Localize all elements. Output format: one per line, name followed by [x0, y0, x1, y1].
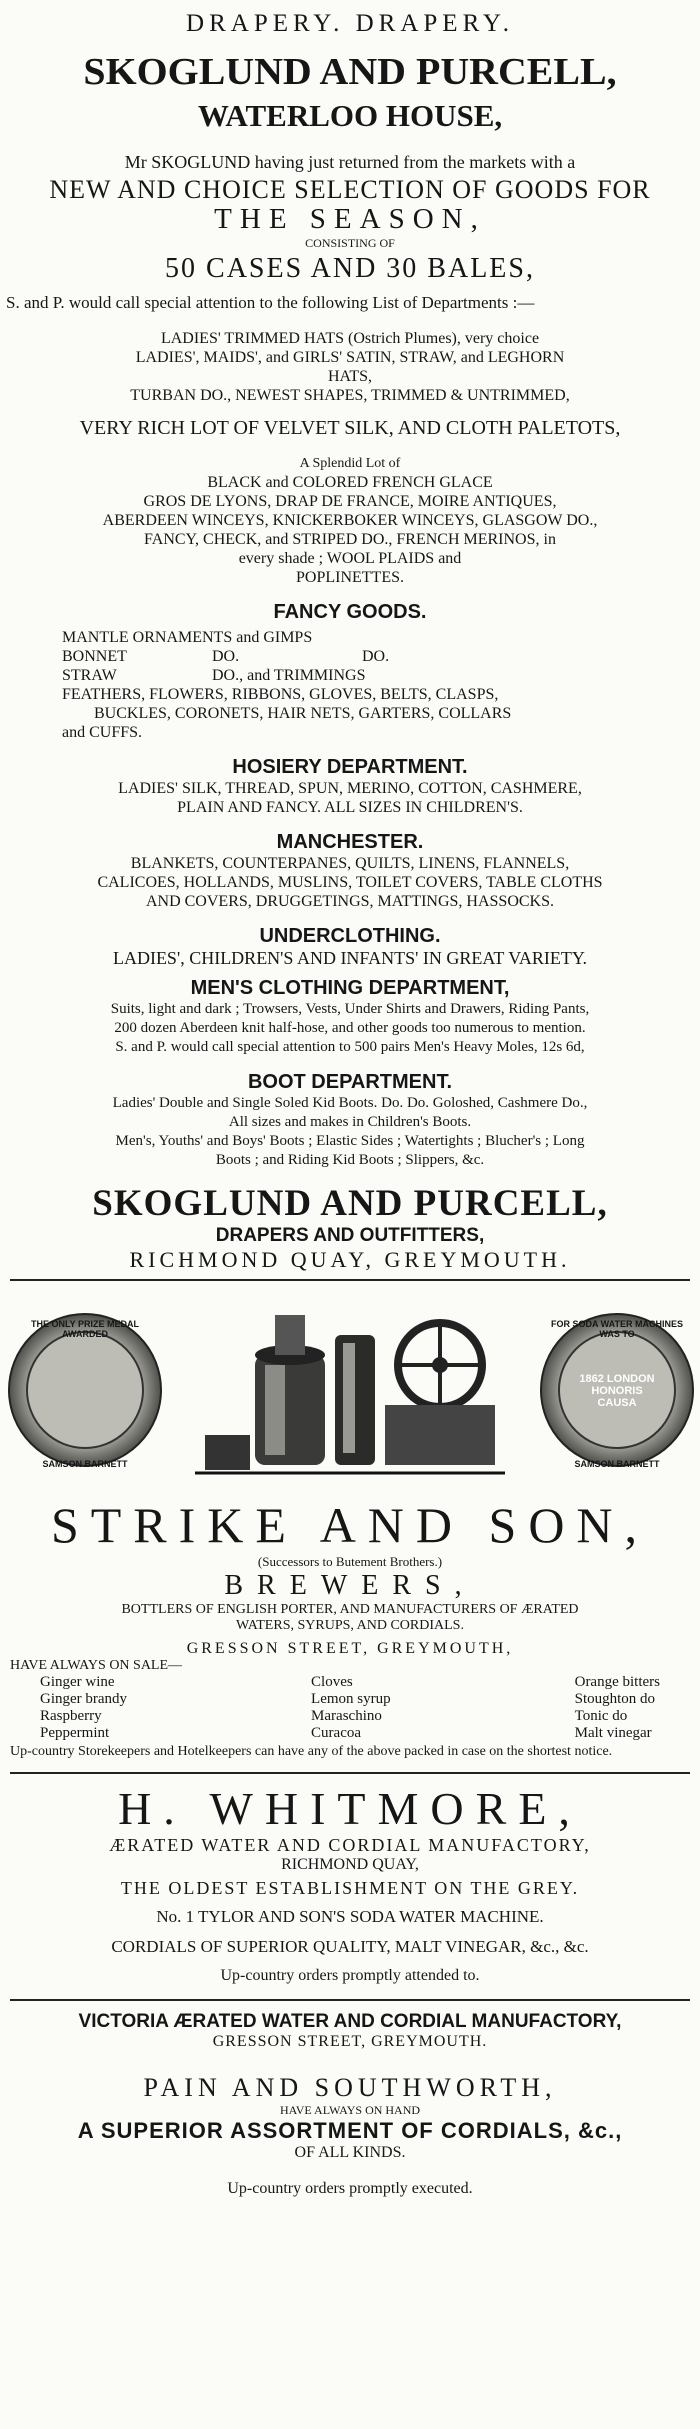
prize-medal-left-icon: THE ONLY PRIZE MEDAL AWARDED SAMSON BARNETT [8, 1313, 162, 1467]
hats-section [0, 329, 700, 405]
footer-firm-trade: DRAPERS AND OUTFITTERS, [215, 1225, 485, 1246]
new-selection: NEW AND CHOICE SELECTION OF GOODS FOR [49, 175, 651, 204]
strike-illustration [0, 1287, 700, 1492]
ad-heading: DRAPERY. DRAPERY. [186, 10, 514, 37]
fancy-line: and CUFFS. [62, 724, 143, 741]
hosiery-section: LADIES' SILK, THREAD, SPUN, MERINO, COTTON, CASHMERE, PLAIN AND FANCY. ALL SIZES IN CHILDREN'S. [118, 780, 582, 816]
manchester-heading: MANCHESTER. [276, 831, 424, 853]
victoria-name: PAIN AND SOUTHWORTH, [143, 2073, 557, 2102]
whitmore-line: CORDIALS OF SUPERIOR QUALITY, MALT VINEGAR, &c., &c. [111, 1937, 589, 1956]
fancy-row: BONNET DO. DO. [62, 648, 390, 665]
whitmore-name: H. WHITMORE, [118, 1783, 582, 1834]
victoria-have: HAVE ALWAYS ON HAND [279, 2103, 421, 2117]
strike-bottlers: BOTTLERS OF ENGLISH PORTER, AND MANUFACTURERS OF ÆRATED [121, 1602, 579, 1617]
glace-section [0, 454, 700, 587]
victoria-orders: Up-country orders promptly executed. [227, 2180, 473, 2197]
fancy-line: FEATHERS, FLOWERS, RIBBONS, GLOVES, BELTS, CLASPS, [62, 686, 499, 703]
strike-have: HAVE ALWAYS ON SALE— [10, 1658, 183, 1673]
product-column: Cloves Lemon syrup Maraschino Curacoa [311, 1674, 391, 1741]
boot-heading: BOOT DEPARTMENT. [247, 1071, 453, 1093]
fancy-row: STRAW DO., and TRIMMINGS [62, 667, 366, 684]
hats-line: HATS, [327, 368, 372, 385]
glace-line: ABERDEEN WINCEYS, KNICKERBOKER WINCEYS, GLASGOW DO., [102, 512, 598, 529]
product-column: Ginger wine Ginger brandy Raspberry Peppermint [40, 1674, 128, 1741]
underclothing-heading: UNDERCLOTHING. [259, 925, 441, 947]
strike-address: GRESSON STREET, GREYMOUTH, [186, 1640, 514, 1657]
victoria-kinds: OF ALL KINDS. [294, 2144, 406, 2161]
whitmore-line: No. 1 TYLOR AND SON'S SODA WATER MACHINE. [156, 1907, 544, 1926]
fancy-goods-heading: FANCY GOODS. [273, 601, 427, 623]
cases-and-bales: 50 CASES AND 30 BALES, [165, 253, 535, 284]
glace-line: FANCY, CHECK, and STRIPED DO., FRENCH MERINOS, in [144, 531, 556, 548]
hats-line: LADIES', MAIDS', and GIRLS' SATIN, STRAW, and LEGHORN [135, 349, 565, 366]
consisting-of: CONSISTING OF [305, 236, 395, 250]
mens-heading: MEN'S CLOTHING DEPARTMENT, [190, 977, 510, 999]
manchester-section: BLANKETS, COUNTERPANES, QUILTS, LINENS, FLANNELS, CALICOES, HOLLANDS, MUSLINS, TOILET COVERS, TABLE CLOTHS AND COVERS, DRUGGETINGS, MATTINGS, HASSOCKS. [97, 855, 603, 910]
whitmore-line: THE OLDEST ESTABLISHMENT ON THE GREY. [120, 1878, 580, 1898]
strike-note: Up-country Storekeepers and Hotelkeepers can have any of the above packed in case on the shortest notice. [10, 1744, 613, 1759]
hats-line: LADIES' TRIMMED HATS (Ostrich Plumes), very choice [160, 330, 540, 347]
whitmore-line: RICHMOND QUAY, [281, 1856, 419, 1873]
hosiery-heading: HOSIERY DEPARTMENT. [232, 756, 468, 778]
divider [10, 1279, 690, 1281]
glace-line: POPLINETTES. [296, 569, 404, 586]
glace-line: every shade ; WOOL PLAIDS and [238, 550, 462, 567]
underclothing-line: LADIES', CHILDREN'S AND INFANTS' IN GREAT VARIETY. [112, 948, 588, 968]
attention-line: S. and P. would call special attention to the following List of Departments :— [6, 293, 535, 312]
strike-successors: (Successors to Butement Brothers.) [257, 1554, 443, 1569]
glace-line: A Splendid Lot of [299, 456, 401, 471]
footer-firm-name: SKOGLUND AND PURCELL, [92, 1183, 608, 1224]
fancy-line: BUCKLES, CORONETS, HAIR NETS, GARTERS, COLLARS [94, 705, 512, 722]
product-column: Orange bitters Stoughton do Tonic do Malt vinegar [574, 1674, 660, 1741]
fancy-goods-list [0, 628, 700, 742]
intro-line: Mr SKOGLUND having just returned from the markets with a [124, 152, 576, 172]
glace-line: GROS DE LYONS, DRAP DE FRANCE, MOIRE ANTIQUES, [143, 493, 557, 510]
victoria-address: GRESSON STREET, GREYMOUTH. [212, 2033, 488, 2050]
prize-medal-right-icon: FOR SODA WATER MACHINES WAS TO 1862 LONDON HONORIS CAUSA SAMSON BARNETT [540, 1313, 694, 1467]
whitmore-line: ÆRATED WATER AND CORDIAL MANUFACTORY, [109, 1835, 591, 1855]
strike-brewers: BREWERS, [224, 1570, 476, 1601]
footer-firm-address: RICHMOND QUAY, GREYMOUTH. [129, 1247, 571, 1272]
hats-line: TURBAN DO., NEWEST SHAPES, TRIMMED & UNTRIMMED, [130, 387, 570, 404]
strike-name: STRIKE AND SON, [50, 1497, 650, 1553]
victoria-title: VICTORIA ÆRATED WATER AND CORDIAL MANUFACTORY, [78, 2011, 622, 2032]
strike-product-list [0, 1674, 700, 1742]
strike-waters: WATERS, SYRUPS, AND CORDIALS. [236, 1618, 464, 1633]
season: THE SEASON, [214, 203, 486, 235]
victoria-assortment: A SUPERIOR ASSORTMENT OF CORDIALS, &c., [77, 2118, 623, 2143]
house-name: WATERLOO HOUSE, [197, 98, 503, 133]
paletots-line: VERY RICH LOT OF VELVET SILK, AND CLOTH PALETOTS, [79, 417, 621, 439]
fancy-row: MANTLE ORNAMENTS and GIMPS [62, 629, 313, 646]
whitmore-line: Up-country orders promptly attended to. [220, 1967, 480, 1984]
divider [10, 1999, 690, 2001]
boot-section: Ladies' Double and Single Soled Kid Boots. Do. Do. Goloshed, Cashmere Do., All sizes and makes in Children's Boots. Men's, Youths' and Boys' Boots ; Elastic Sides ; Watertights ; Blucher's ; Long Boots ; and Riding Kid Boots ; Slippers, &c. [112, 1095, 588, 1168]
mens-section: Suits, light and dark ; Trowsers, Vests, Under Shirts and Drawers, Riding Pants, 200 dozen Aberdeen knit half-hose, and other goods too numerous to mention. S. and P. would call special attention to 500 pairs Men's Heavy Moles, 12s 6d, [110, 1001, 590, 1055]
glace-line: BLACK and COLORED FRENCH GLACE [207, 474, 493, 491]
firm-name: SKOGLUND AND PURCELL, [83, 51, 617, 93]
soda-machine-icon [195, 1295, 505, 1485]
divider [10, 1772, 690, 1774]
